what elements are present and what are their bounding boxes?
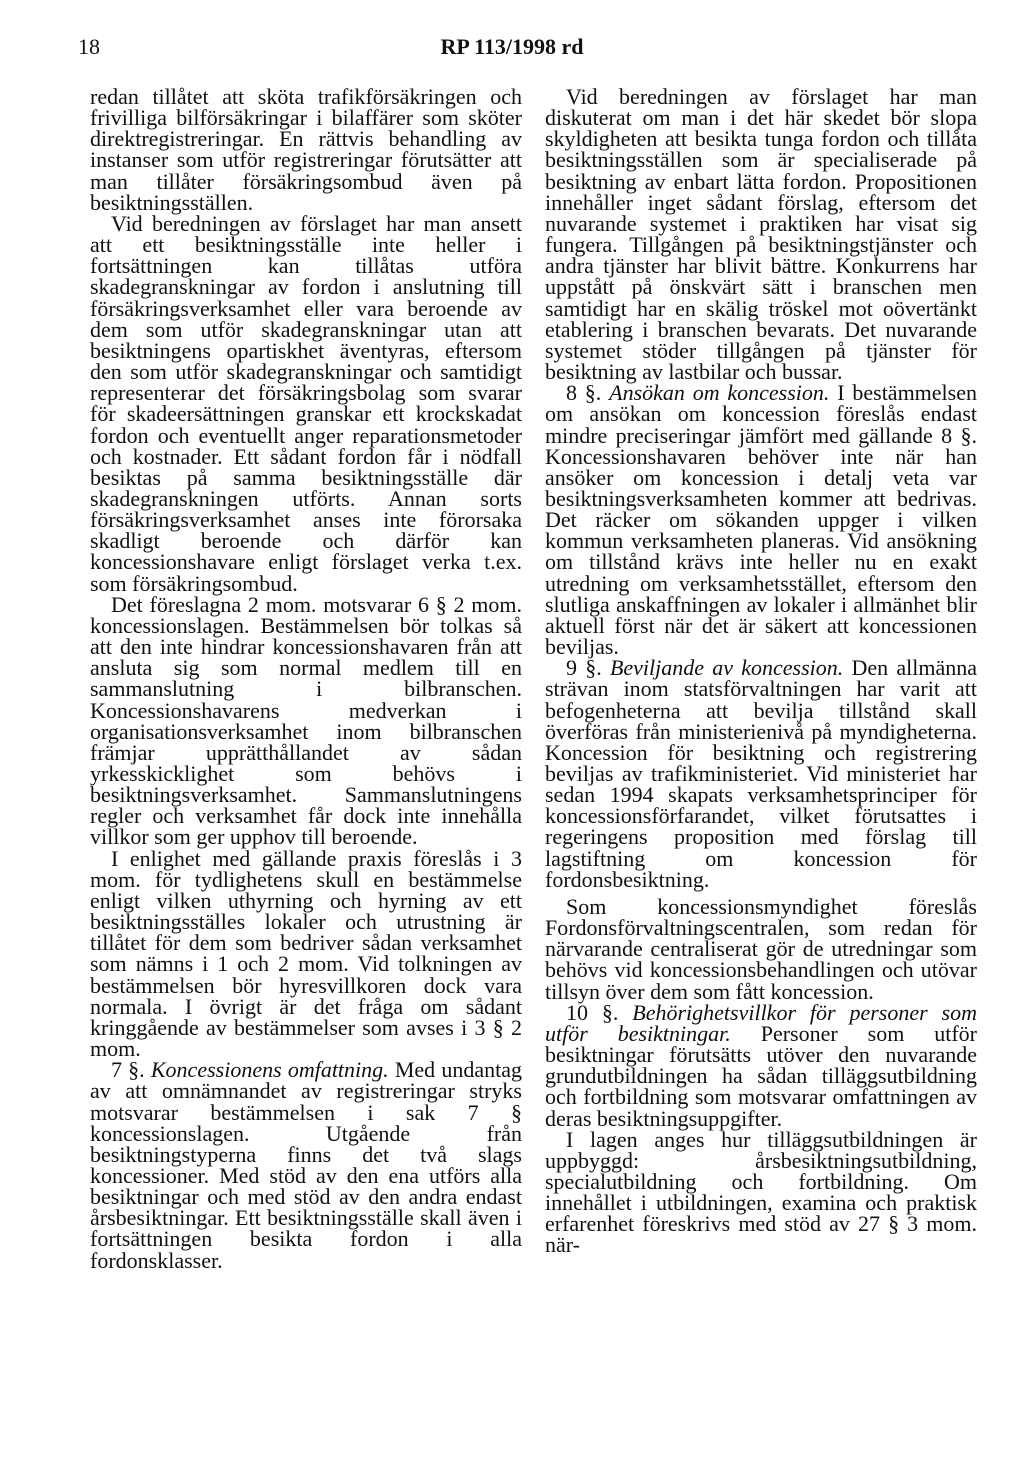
paragraph (90, 845, 522, 1062)
right-column (545, 86, 977, 1256)
section-paragraph (545, 657, 977, 890)
paragraph-text: I enlighet med gällande praxis föreslås i 3 mom. för tydlighetens skull en bestämmelse enligt vilken uthyrning och hyrning av ett besiktningsställes lokaler och utrustning är tillåtet för dem som bedriver sådan verksamhet som nämns i 1 och 2 mom. Vid tolkningen av bestämmelsen bör hyresvillkoren dock vara normala. I övrigt är det fråga om sådant kringgående av bestämmelser som avses i 3 § 2 mom. (90, 845, 522, 1062)
left-column (90, 86, 522, 1271)
paragraph (90, 210, 522, 596)
paragraph-text: Det föreslagna 2 mom. motsvarar 6 § 2 mom. koncessionslagen. Bestämmelsen bör tolkas så att den inte hindrar koncessionshavaren från att ansluta sig som normal medlem till en sammanslutning i bilbranschen. Koncessionshavarens medverkan i organisationsverksamhet inom bilbranschen främjar upprätthållandet av sådan yrkesskicklighet som behövs i besiktningsverksamhet. Sammanslutningens regler och verksamhet får dock inte innehålla villkor som ger upphov till beroende. (90, 591, 522, 850)
paragraph-text: Vid beredningen av förslaget har man ansett att ett besiktningsställe inte heller i fortsättningen kan tillåtas utföra skadegranskningar av fordon i anslutning till försäkringsverksamhet eller vara beroende av dem som utför skadegranskningar utan att besiktningens opartiskhet äventyras, eftersom den som utför skadegranskningar och samtidigt representerar det försäkringsbolag som svarar för skadeersättningen granskar ett krockskadat fordon och eventuellt anger reparationsmetoder och kostnader. Ett sådant fordon får i nödfall besiktas på samma besiktningsställe där skadegranskningen utförts. Annan sorts försäkringsverksamhet anses inte förorsaka skadligt beroende och därför kan koncessionshavare enligt förslaget verka t.ex. som försäkringsombud. (90, 210, 522, 596)
paragraph (545, 84, 977, 385)
section-heading: Koncessionens omfattning. (150, 1057, 389, 1083)
paragraph (90, 86, 522, 213)
section-number: 9 §. (566, 655, 610, 681)
section-heading: Behörighetsvillkor för personer som utför besiktningar. (545, 999, 977, 1046)
paragraph-text: Den allmänna strävan inom statsförvaltningen har varit att befogenheterna att bevilja tillstånd skall överföras från ministerienivå på myndigheterna. Koncession för besiktning och registrering beviljas av trafikministeriet. Vid ministeriet har sedan 1994 skapats verksamhetsprinciper för koncessionsförfarandet, vilket förutsattes i regeringens proposition med förslag till lagstiftning om koncession för fordonsbesiktning. (545, 655, 977, 892)
section-heading: Ansökan om koncession. (609, 380, 830, 406)
running-head: RP 113/1998 rd (440, 34, 584, 59)
paragraph-text: Som koncessionsmyndighet föreslås Fordonsförvaltningscentralen, som redan för närvarande centraliserat gör de utredningar som behövs vid koncessionsbehandlingen och utövar tillsyn över dem som fått koncession. (545, 893, 977, 1004)
page-number: 18 (78, 34, 100, 59)
section-number: 8 §. (566, 380, 610, 406)
paragraph-text: I bestämmelsen om ansökan om koncession föreslås endast mindre preciseringar jämfört med gällande 8 §. Koncessionshavaren behöver inte när han ansöker om koncession i detalj veta var besiktningsverksamheten kommer att bedrivas. Det räcker om sökanden uppger i vilken kommun verksamheten planeras. Vid ansökning om tillstånd krävs inte heller nu en exakt utredning om verksamhetsstället, eftersom den slutliga anskaffningen av lokaler i allmänhet blir aktuell först när det är säkert att koncessionen beviljas. (545, 380, 977, 660)
section-heading: Beviljande av koncession. (609, 655, 844, 681)
paragraph-text: Vid beredningen av förslaget har man diskuterat om man i det här skedet bör slopa skyldigheten att besikta tunga fordon och tillåta besiktningsställen som är specialiserade på besiktning av enbart lätta fordon. Propositionen innehåller inget sådant förslag, eftersom det nuvarande systemet i praktiken har visat sig fungera. Tillgången på besiktningstjänster och andra tjänster har blivit bättre. Konkurrens har uppstått på önskvärt sätt i branschen men samtidigt har en skälig tröskel mot oövertänkt etablering i branschen bevarats. Det nuvarande systemet stöder tillgången på tjänster för besiktning av lastbilar och bussar. (545, 84, 977, 385)
paragraph-text: Med undantag av att omnämnandet av registreringar stryks motsvarar bestämmelsen i sak 7 § koncessionslagen. Utgående från besiktningstyperna finns det två slags koncessioner. Med stöd av den ena utförs alla besiktningar och med stöd av den andra endast årsbesiktningar. Ett besiktningsställe skall även i fortsättningen besikta fordon i alla fordonsklasser. (90, 1057, 523, 1273)
paragraph-text: Personer som utför besiktningar förutsätts utöver den nuvarande grundutbildningen ha sådan tilläggsutbildning och fortbildning som motsvarar omfattningen av deras besiktningsuppgifter. (545, 1020, 977, 1131)
section-number: 7 §. (111, 1057, 151, 1083)
paragraph (545, 893, 977, 1004)
section-number: 10 §. (566, 999, 633, 1025)
section-paragraph (90, 1059, 522, 1271)
paragraph-text: I lagen anges hur tilläggsutbildningen är uppbyggd: årsbesiktningsutbildning, specialutbildning och fortbildning. Om innehållet i utbildningen, examina och praktisk erfarenhet föreskrivs med stöd av 27 § 3 mom. när- (545, 1126, 977, 1258)
paragraph-text: redan tillåtet att sköta trafikförsäkringen och frivilliga bilförsäkringar i bilaffärer som sköter direktregistreringar. En rättvis behandling av instanser som utför registreringar förutsätter att man tillåter försäkringsombud även på besiktningsställen. (90, 84, 522, 215)
section-paragraph (545, 380, 977, 660)
paragraph (545, 1126, 977, 1258)
paragraph (90, 591, 522, 850)
section-paragraph (545, 999, 977, 1131)
